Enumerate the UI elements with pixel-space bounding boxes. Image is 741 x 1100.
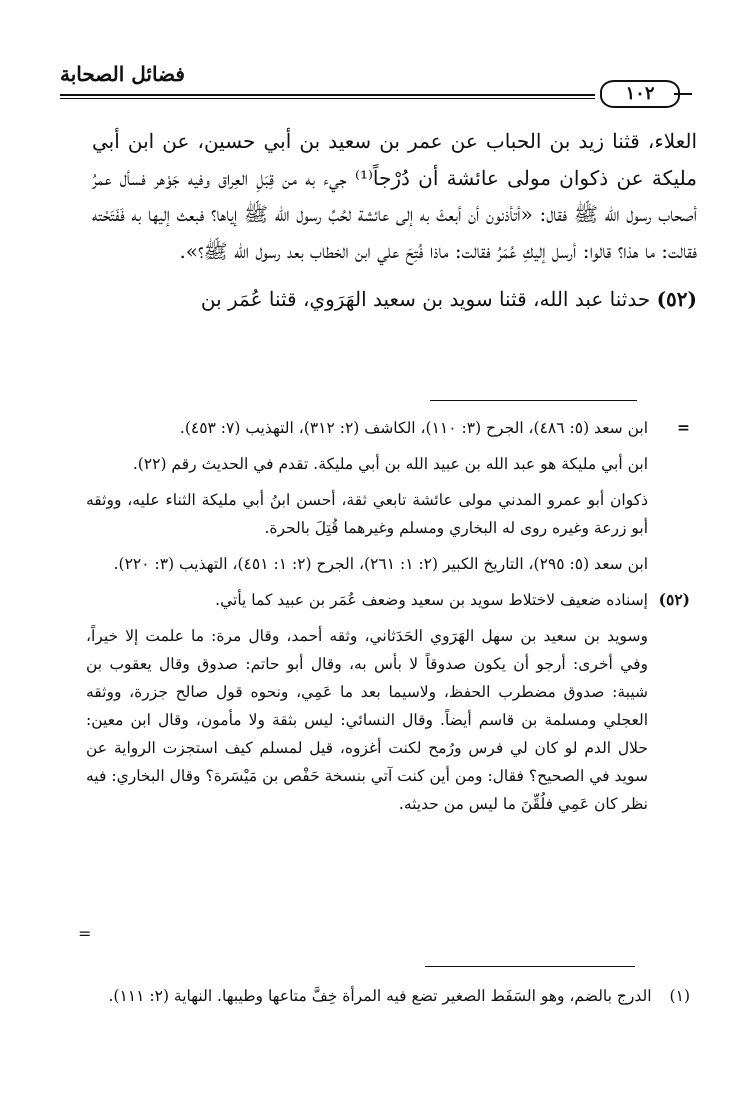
note-item <box>86 586 690 614</box>
page-header <box>60 62 690 102</box>
note-text: ابن أبي مليكة هو عبد الله بن عبيد الله بن أبي مليكة. تقدم في الحديث رقم (٢٢). <box>132 455 648 473</box>
note-item <box>86 450 690 478</box>
hadith-text: حدثنا عبد الله، قثنا سويد بن سعيد الهَرَوي، قثنا عُمَر بن <box>200 287 651 311</box>
continuation-mark: = <box>78 924 92 943</box>
note-item <box>86 550 690 578</box>
footnote-text: الدرج بالضم، وهو السَفَط الصغير تضع فيه المرأة خِفَّ متاعها وطيبها. النهاية (٢: ١١١). <box>108 987 652 1005</box>
hadith-number: (٥٢) <box>656 287 697 311</box>
footnote-mark: (١) <box>669 987 690 1005</box>
page-number: ١٠٢ <box>600 80 680 108</box>
note-mark: = <box>677 418 690 437</box>
book-title: فضائل الصحابة <box>60 62 185 86</box>
note-item <box>86 414 690 442</box>
note-text: ابن سعد (٥: ٢٩٥)، التاريخ الكبير (٢: ١: ٢٦١)، الجرح (٢: ١: ٤٥١)، التهذيب (٣: ٢٢٠). <box>113 555 648 573</box>
page-number-ornament <box>674 93 692 95</box>
footnote <box>86 982 690 1010</box>
note-item <box>86 486 690 542</box>
main-text <box>92 123 697 318</box>
hadith-52 <box>92 281 697 318</box>
note-text: ذكوان أبو عمرو المدني مولى عائشة تابعي ثقة، أحسن ابنُ أبي مليكة الثناء عليه، ووثقه أبو زرعة وغيره روى له البخاري ومسلم وغيرهما قُتِلَ بالحرة. <box>86 491 648 537</box>
note-text: وسويد بن سعيد بن سهل الهَرَوي الحَدَثاني، وثقه أحمد، وقال مرة: ما علمت إلا خيراً، وفي أخرى: أرجو أن يكون صدوقاً لا بأس به، وقال أبو حاتم: صدوق وقال يعقوب بن شيبة: صدوق مضطرب الحفظ، ولاسيما بعد ما عَمِي، ونحوه قول صالح جزرة، ووثقه العجلي ومسلمة بن قاسم أيضاً. وقال النسائي: ليس بثقة ولا مأمون، وقال ابن معين: حلال الدم لو كان لي فرس ورُمح لكنت أغزوه، قيل لمسلم كيف استجزت الرواية عن سويد في الصحيح؟ فقال: ومن أين كنت آتي بنسخة حَفْص بن مَيْسَرة؟ وقال البخاري: فيه نظر كان عَمِي فلُقِّنَ ما ليس من حديثه. <box>86 627 648 813</box>
footnote-separator <box>425 966 635 967</box>
paragraph-1: العلاء، قثنا زيد بن الحباب عن عمر بن سعيد بن أبي حسين، عن ابن أبي مليكة عن ذكوان مولى عائشة أن دُرْجاً⁽¹⁾ جيء به من قِبَلِ العِراق وفيه جَوْهر فسأل عمرُ أصحاب رسول الله ﷺ فقال: «أتأذنون أن أبعثَ به إلى عائشة لحُبِّ رسول الله ﷺ إياها؟ فبعث إليها به فَفَتَحْته فقالت: ما هذا؟ قالوا: أرسل إليكِ عُمَرُ فقالت: ماذا فُتِحَ علي ابن الخطاب بعد رسول الله ﷺ؟». <box>92 129 697 263</box>
note-mark: (٥٢) <box>658 590 690 609</box>
note-item <box>86 622 690 818</box>
note-text: إسناده ضعيف لاختلاط سويد بن سعيد وضعف عُمَر بن عبيد كما يأتي. <box>215 591 648 609</box>
notes-section <box>86 414 690 826</box>
notes-separator <box>430 400 637 401</box>
header-rule <box>60 94 595 99</box>
note-text: ابن سعد (٥: ٤٨٦)، الجرح (٣: ١١٠)، الكاشف (٢: ٣١٢)، التهذيب (٧: ٤٥٣). <box>179 419 648 437</box>
